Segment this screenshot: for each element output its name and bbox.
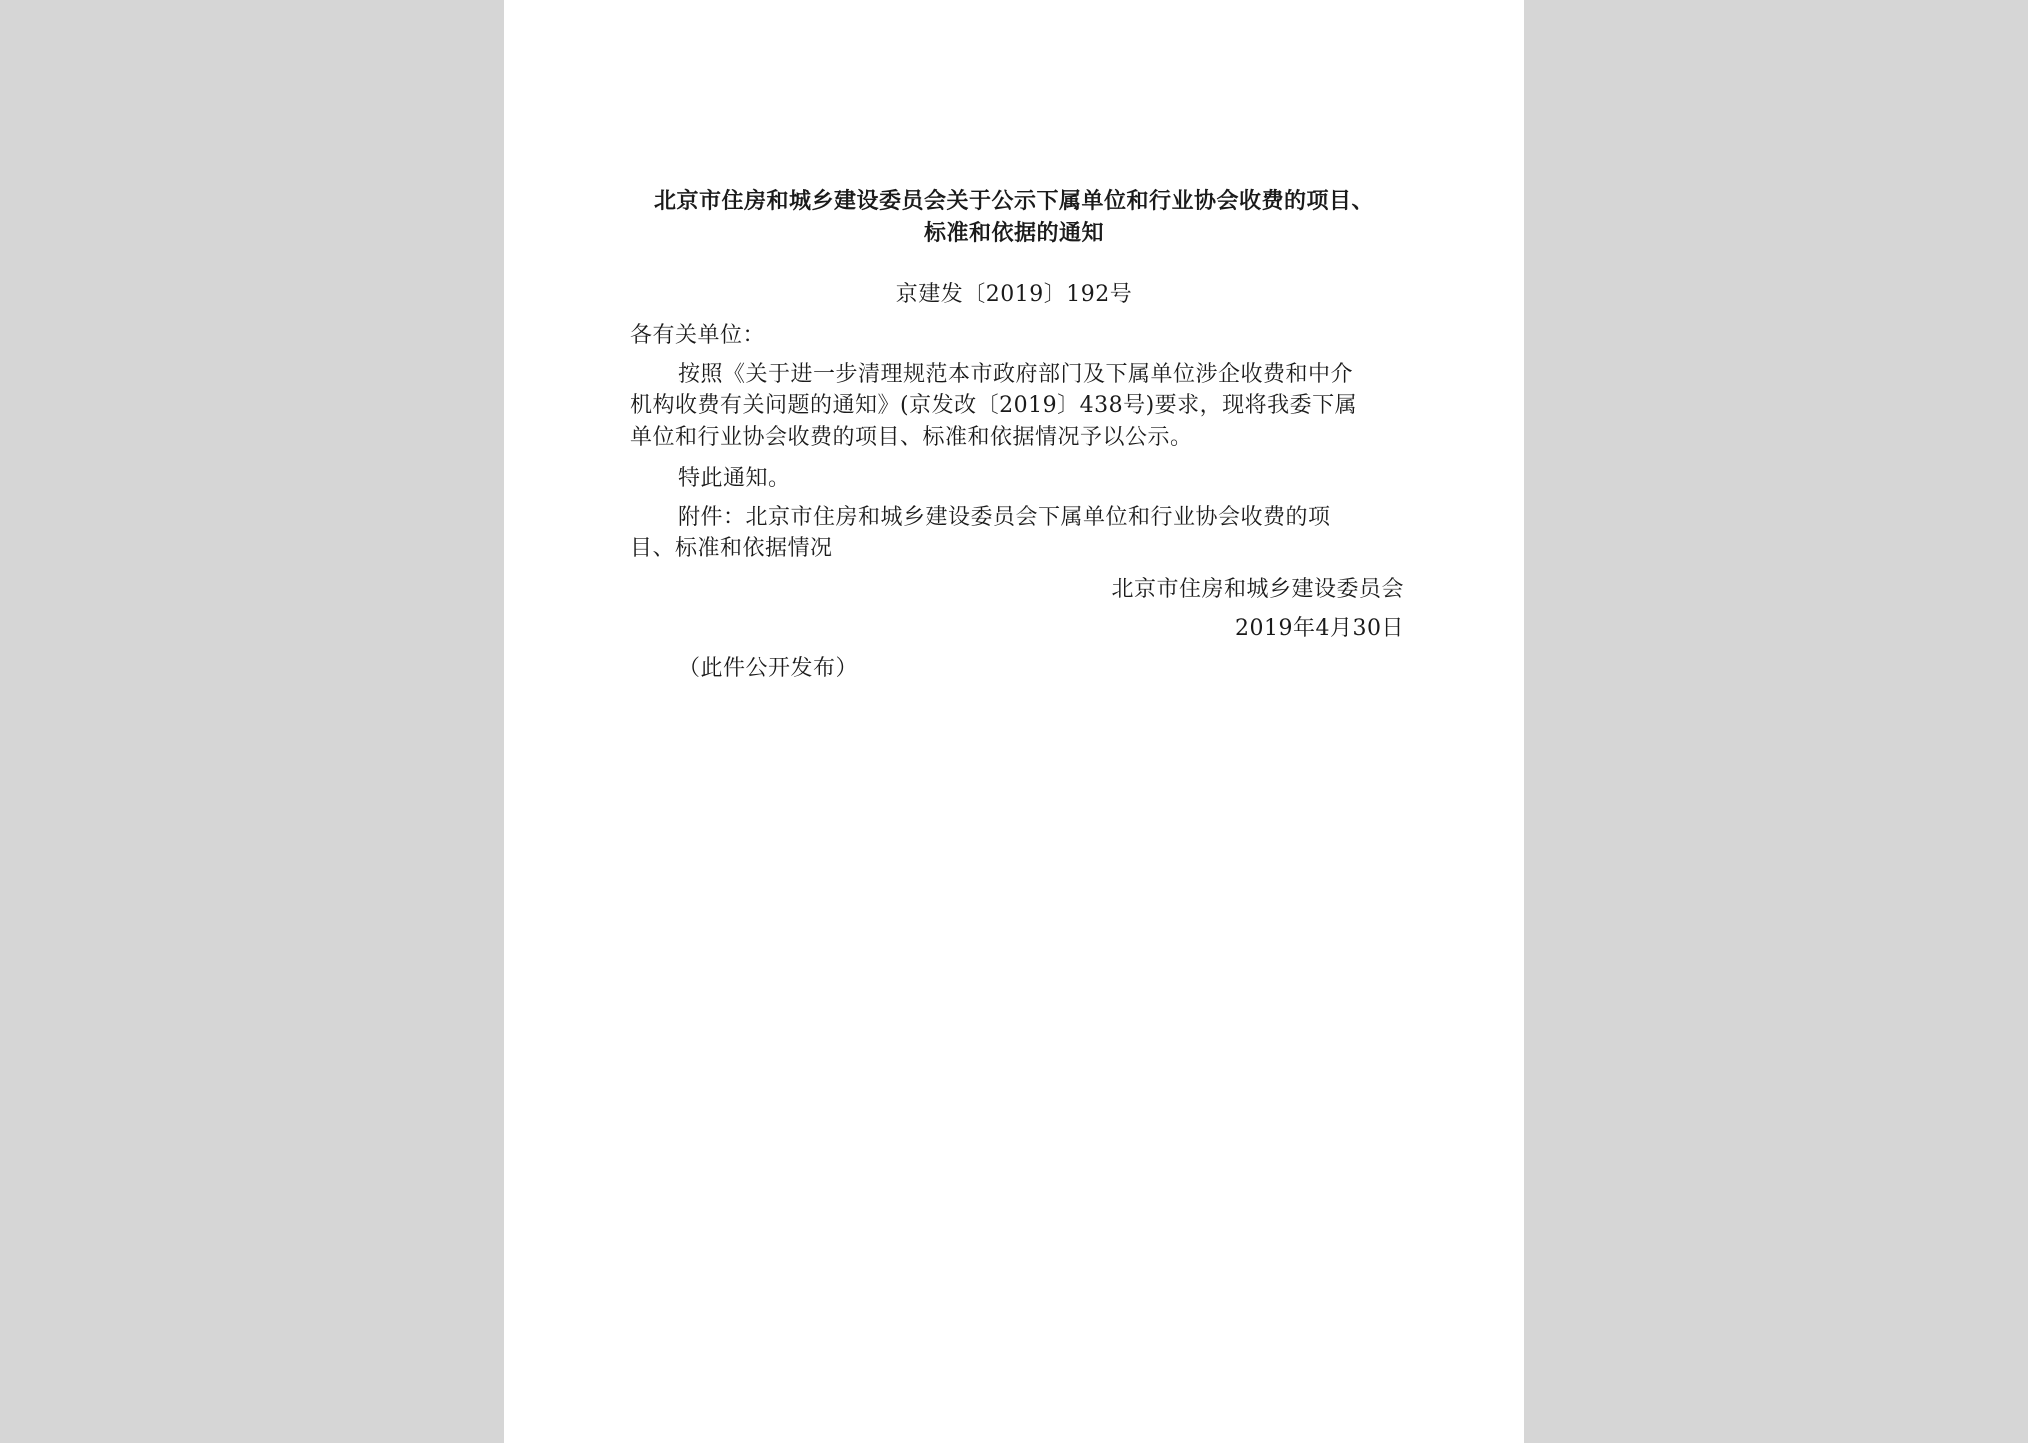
document-page [504, 0, 1524, 1443]
attachment-line-2: 目、标准和依据情况 [630, 536, 833, 561]
signing-organization: 北京市住房和城乡建设委员会 [1111, 577, 1404, 602]
document-title-line-2: 标准和依据的通知 [923, 221, 1104, 246]
document-number: 京建发〔2019〕192号 [895, 282, 1133, 307]
body-line-3: 单位和行业协会收费的项目、标准和依据情况予以公示。 [630, 425, 1193, 450]
attachment-line-1: 附件：北京市住房和城乡建设委员会下属单位和行业协会收费的项 [678, 505, 1331, 530]
closing-statement: 特此通知。 [678, 466, 791, 491]
salutation: 各有关单位： [630, 323, 766, 348]
body-line-1: 按照《关于进一步清理规范本市政府部门及下属单位涉企收费和中介 [678, 362, 1354, 387]
body-line-2: 机构收费有关问题的通知》(京发改〔2019〕438号)要求，现将我委下属 [630, 393, 1358, 418]
publication-note: （此件公开发布） [678, 656, 859, 681]
issue-date: 2019年4月30日 [1235, 616, 1404, 641]
document-title-line-1: 北京市住房和城乡建设委员会关于公示下属单位和行业协会收费的项目、 [653, 189, 1374, 214]
